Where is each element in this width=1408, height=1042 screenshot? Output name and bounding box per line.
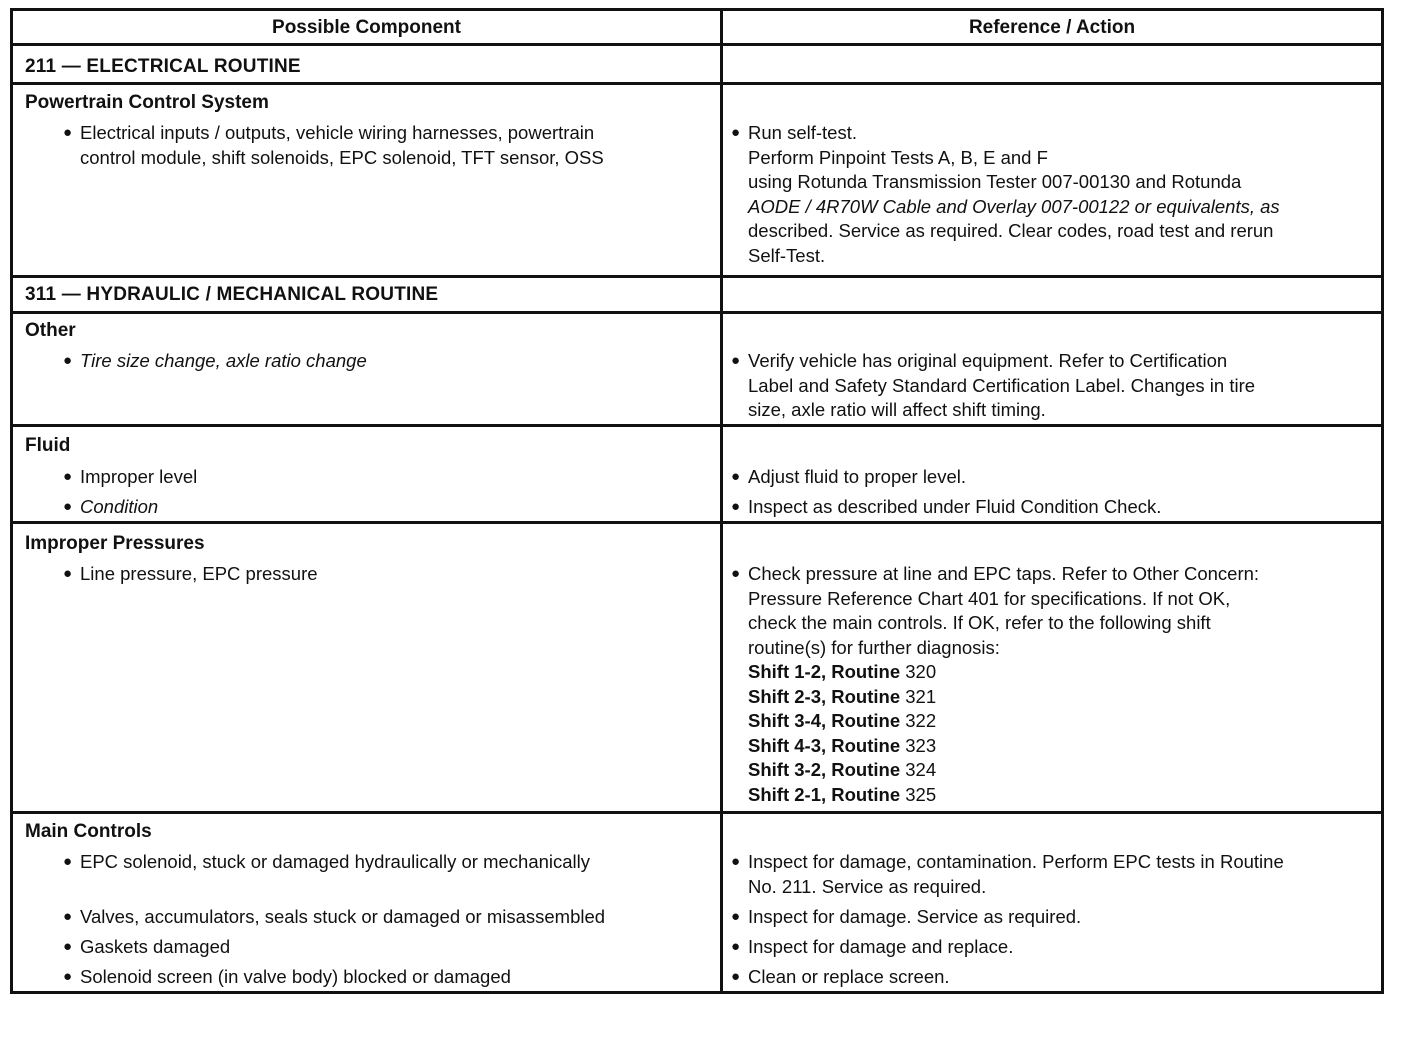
fluid-component-condition: [63, 495, 158, 520]
main-controls-action-4: [731, 965, 950, 990]
pressures-component: [63, 562, 318, 587]
component-line: control module, shift solenoids, EPC solenoid, TFT sensor, OSS: [80, 146, 604, 168]
bullet-icon: ●: [731, 968, 741, 985]
routine-word: Routine: [831, 661, 901, 682]
component-line: Electrical inputs / outputs, vehicle wiring harnesses, powertrain: [80, 122, 595, 143]
action-line: Inspect as described under Fluid Condition Check.: [748, 496, 1162, 517]
bullet-icon: ●: [731, 908, 741, 925]
powertrain-component: [63, 121, 604, 170]
routine-word: Routine: [831, 783, 901, 805]
action-line: using Rotunda Transmission Tester 007-00130 and Rotunda: [748, 171, 1242, 192]
action-line: check the main controls. If OK, refer to the following shift: [748, 612, 1211, 633]
component-line: Gaskets damaged: [80, 936, 231, 957]
bullet-icon: ●: [731, 352, 741, 369]
bullet-icon: ●: [731, 468, 741, 485]
routine-shift: Shift 1-2,: [748, 661, 827, 682]
routine-line: [748, 660, 1259, 685]
action-line: Inspect for damage, contamination. Perform EPC tests in Routine: [748, 851, 1284, 872]
bullet-icon: ●: [731, 498, 741, 515]
fluid-category-title: Fluid: [25, 435, 71, 456]
routine-number: 322: [905, 710, 937, 731]
other-component: [63, 349, 367, 374]
main-controls-category-title: Main Controls: [25, 821, 152, 842]
component-line: EPC solenoid, stuck or damaged hydraulically or mechanically: [80, 851, 591, 872]
action-line: Clean or replace screen.: [748, 966, 950, 987]
powertrain-action: [731, 121, 1280, 268]
action-line: No. 211. Service as required.: [748, 875, 987, 897]
action-line: Inspect for damage. Service as required.: [748, 906, 1082, 927]
routine-line: [748, 734, 1259, 759]
action-line: routine(s) for further diagnosis:: [748, 636, 1000, 658]
routine-line: [748, 758, 1259, 783]
routine-word: Routine: [831, 685, 901, 707]
row-divider: [13, 424, 1381, 427]
routine-line: [748, 783, 1259, 808]
header-possible-component: Possible Component: [272, 17, 461, 38]
row-divider: [13, 43, 1381, 46]
bullet-icon: ●: [731, 938, 741, 955]
bullet-icon: ●: [731, 853, 741, 870]
header-reference-action: Reference / Action: [968, 17, 1136, 38]
routine-number: 323: [905, 734, 937, 756]
bullet-icon: ●: [63, 938, 73, 955]
main-controls-component-4: [63, 965, 511, 990]
main-controls-action-3: [731, 935, 1013, 960]
component-line: Tire size change, axle ratio change: [80, 350, 367, 371]
bullet-icon: ●: [731, 124, 741, 141]
section-211-title: 211 — ELECTRICAL ROUTINE: [25, 56, 301, 77]
action-line: Check pressure at line and EPC taps. Refer to Other Concern:: [748, 563, 1260, 584]
other-category-title: Other: [25, 320, 76, 341]
pressures-category-title: Improper Pressures: [25, 533, 205, 554]
action-line: Run self-test.: [748, 122, 857, 143]
routine-shift: Shift 4-3,: [748, 734, 827, 756]
bullet-icon: ●: [63, 352, 73, 369]
action-line: AODE / 4R70W Cable and Overlay 007-00122 or equivalents, as: [748, 195, 1280, 217]
routine-number: 320: [905, 661, 937, 682]
bullet-icon: ●: [63, 968, 73, 985]
main-controls-action-2: [731, 905, 1081, 930]
routine-number: 324: [905, 759, 937, 780]
fluid-component-level: [63, 465, 197, 490]
row-divider: [13, 311, 1381, 314]
bullet-icon: ●: [63, 468, 73, 485]
action-line: Verify vehicle has original equipment. Refer to Certification: [748, 350, 1228, 371]
bullet-icon: ●: [63, 908, 73, 925]
bullet-icon: ●: [63, 565, 73, 582]
powertrain-category-title: Powertrain Control System: [25, 92, 269, 113]
other-action: [731, 349, 1255, 423]
component-line: Valves, accumulators, seals stuck or damaged or misassembled: [80, 906, 606, 927]
routine-word: Routine: [831, 710, 901, 731]
main-controls-action-1: [731, 850, 1284, 899]
row-divider: [13, 521, 1381, 524]
main-controls-component-1: [63, 850, 590, 875]
action-line: Self-Test.: [748, 244, 826, 266]
fluid-action-level: [731, 465, 966, 490]
routine-number: 321: [905, 685, 937, 707]
section-311-title: 311 — HYDRAULIC / MECHANICAL ROUTINE: [25, 284, 439, 305]
component-line: Solenoid screen (in valve body) blocked or damaged: [80, 966, 511, 987]
routine-word: Routine: [831, 734, 901, 756]
action-line: Perform Pinpoint Tests A, B, E and F: [748, 146, 1048, 168]
action-line: Adjust fluid to proper level.: [748, 466, 967, 487]
action-line: size, axle ratio will affect shift timing.: [748, 399, 1046, 420]
row-divider: [13, 82, 1381, 85]
routine-number: 325: [905, 783, 937, 805]
component-line: Improper level: [80, 466, 198, 487]
component-line: Condition: [80, 496, 159, 517]
bullet-icon: ●: [63, 124, 73, 141]
bullet-icon: ●: [731, 565, 741, 582]
pressures-action: [731, 562, 1259, 807]
routine-shift: Shift 2-1,: [748, 783, 827, 805]
action-line: Inspect for damage and replace.: [748, 936, 1014, 957]
main-controls-component-2: [63, 905, 605, 930]
row-divider: [13, 275, 1381, 278]
fluid-action-condition: [731, 495, 1161, 520]
component-line: Line pressure, EPC pressure: [80, 563, 318, 584]
main-controls-component-3: [63, 935, 230, 960]
routine-word: Routine: [831, 759, 901, 780]
routine-shift: Shift 3-4,: [748, 710, 827, 731]
routine-shift: Shift 2-3,: [748, 685, 827, 707]
routine-line: [748, 685, 1259, 710]
action-line: Label and Safety Standard Certification Label. Changes in tire: [748, 374, 1256, 396]
routine-line: [748, 709, 1259, 734]
action-line: described. Service as required. Clear codes, road test and rerun: [748, 220, 1274, 241]
bullet-icon: ●: [63, 853, 73, 870]
column-divider: [720, 11, 723, 991]
routine-shift: Shift 3-2,: [748, 759, 827, 780]
action-line: Pressure Reference Chart 401 for specifications. If not OK,: [748, 587, 1231, 609]
row-divider: [13, 811, 1381, 814]
diagnosis-table: [10, 8, 1384, 994]
bullet-icon: ●: [63, 498, 73, 515]
